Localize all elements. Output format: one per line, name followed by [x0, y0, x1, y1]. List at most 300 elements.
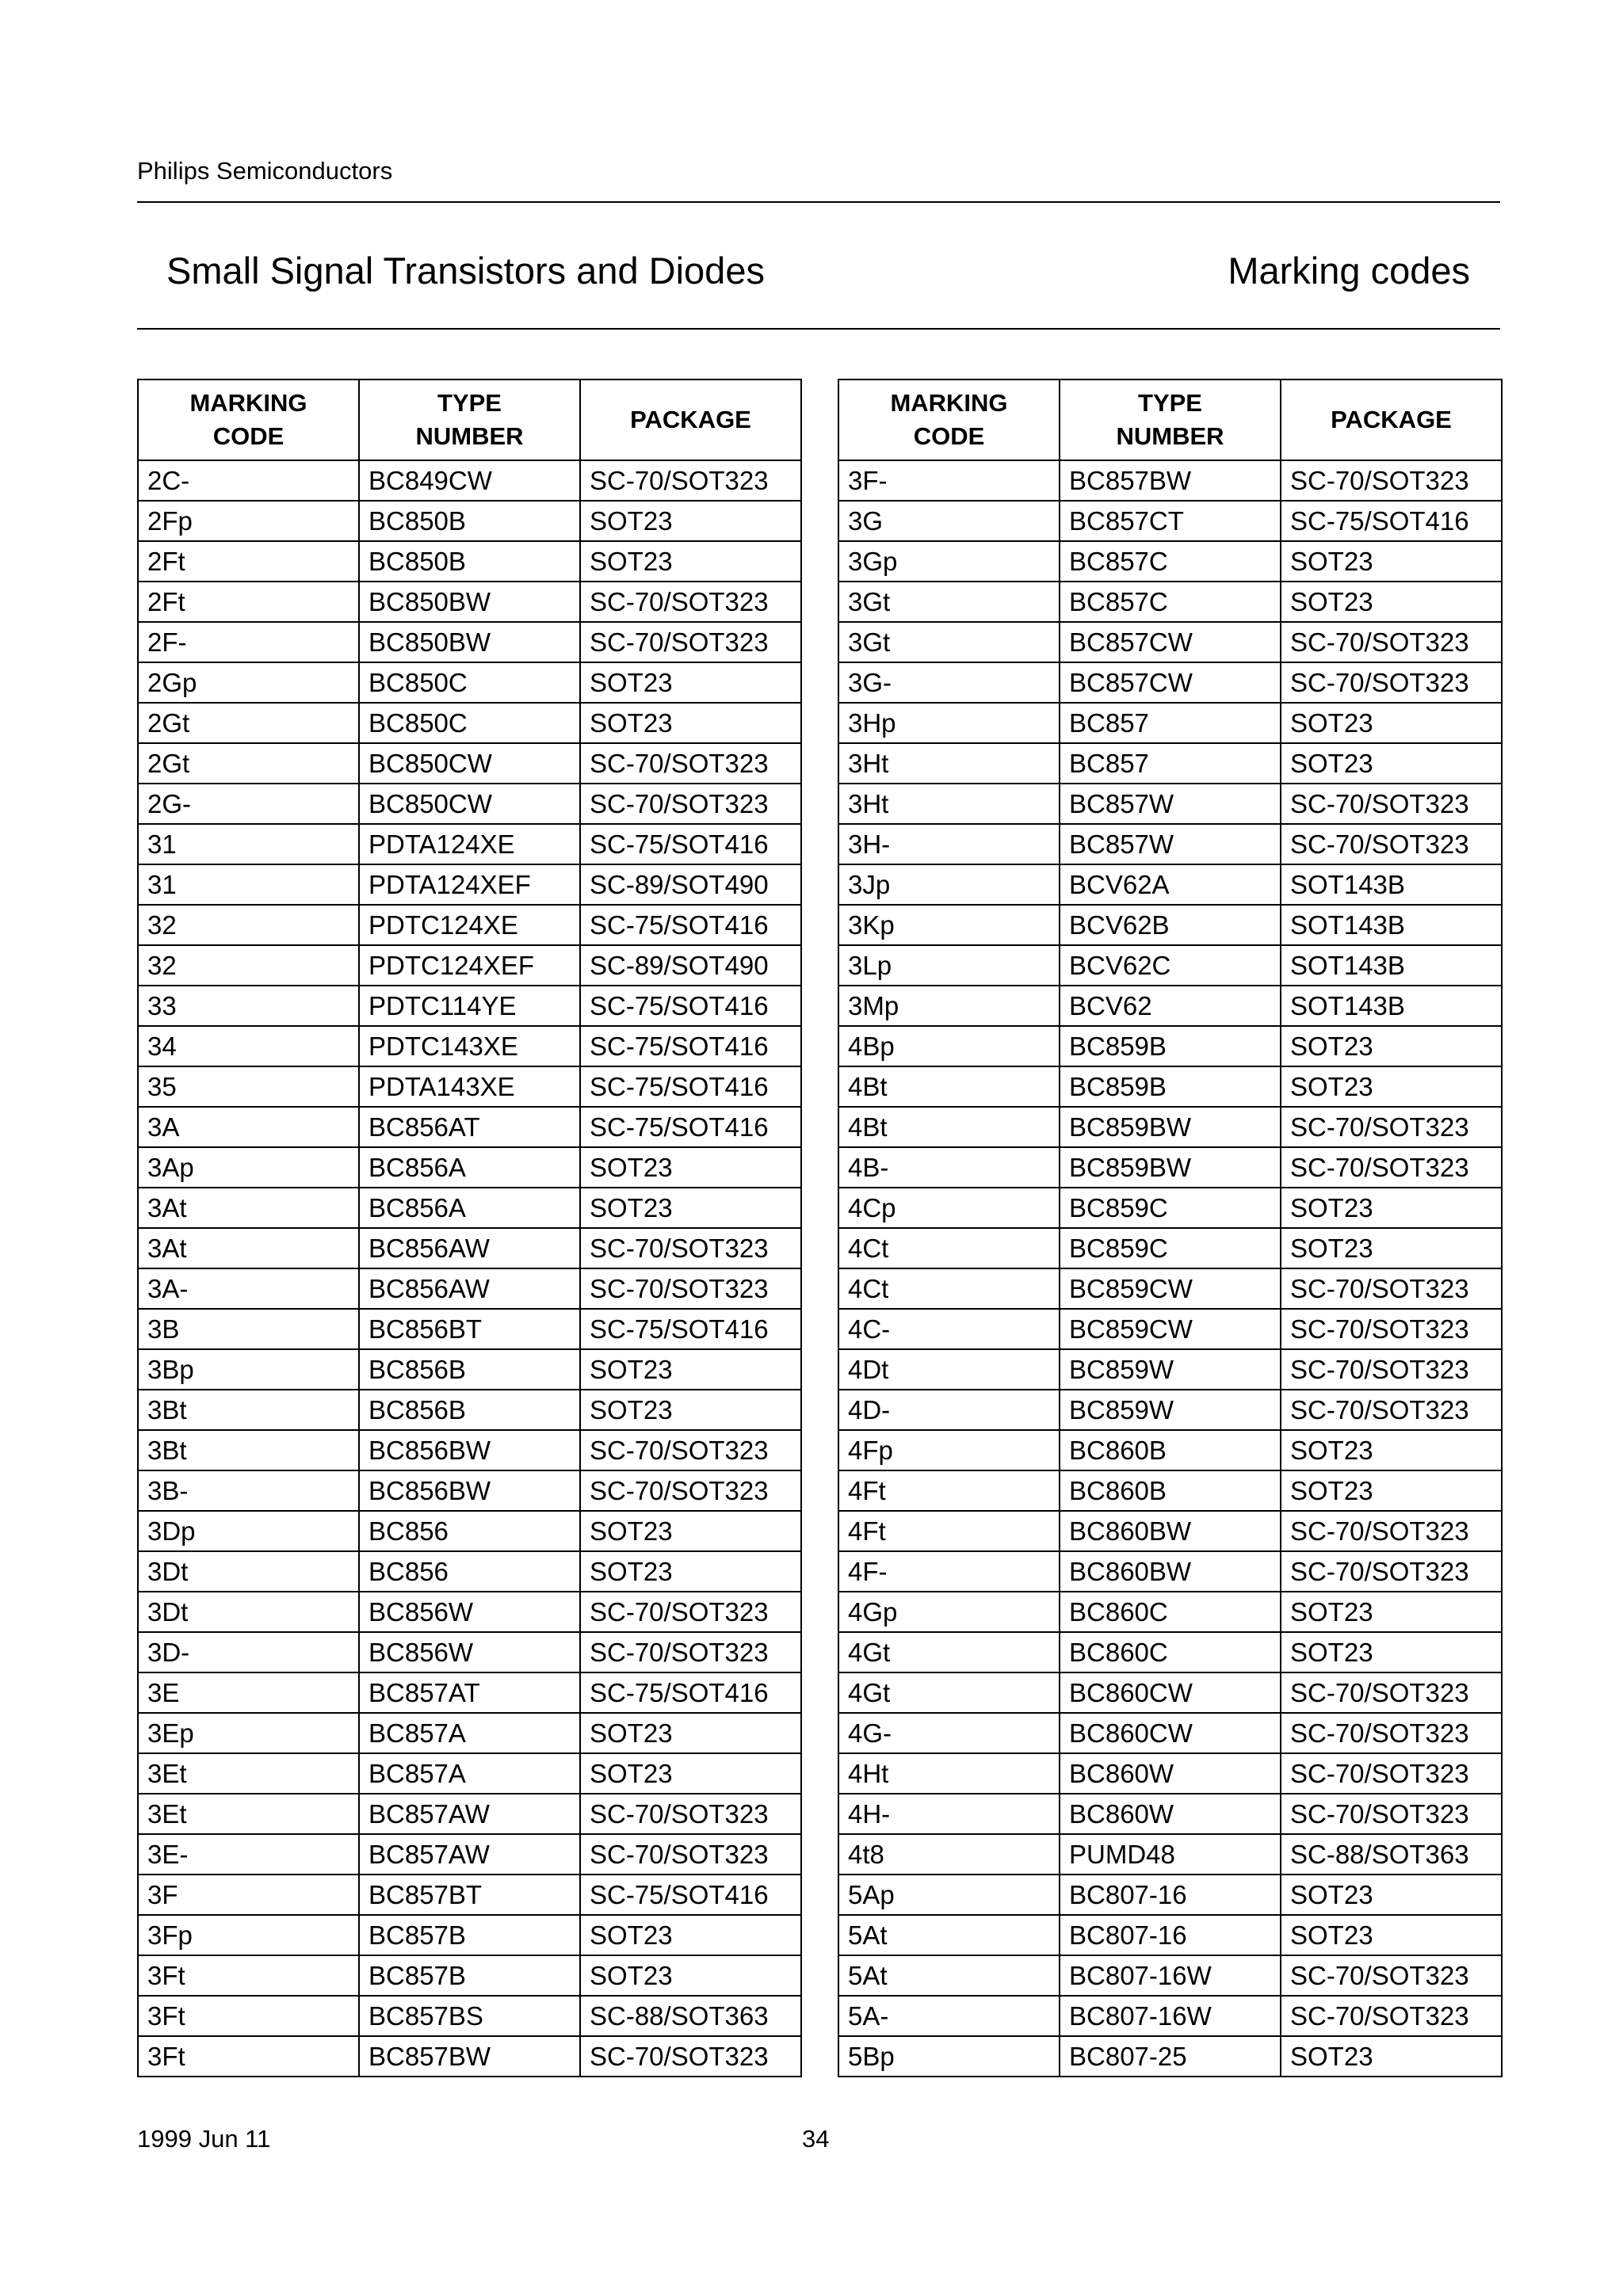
type-number-cell: BC859W: [1060, 1349, 1281, 1390]
marking-code-cell: 3A-: [138, 1268, 359, 1309]
table-row: [838, 824, 1502, 864]
marking-code-cell: 2Gt: [138, 703, 359, 743]
type-number-cell: BC857C: [1060, 541, 1281, 582]
table-row: [838, 1066, 1502, 1107]
type-number-cell: BC807-16W: [1060, 1996, 1281, 2036]
marking-code-cell: 4F-: [838, 1551, 1060, 1592]
table-row: [138, 1753, 801, 1794]
marking-code-cell: 3Ft: [138, 1955, 359, 1996]
marking-code-cell: 2Ft: [138, 541, 359, 582]
package-cell: SC-75/SOT416: [580, 1026, 801, 1066]
table-row: [838, 1753, 1502, 1794]
type-number-cell: BC857CW: [1060, 662, 1281, 703]
table-row: [838, 1228, 1502, 1268]
marking-code-cell: 4t8: [838, 1834, 1060, 1875]
marking-code-cell: 3Bt: [138, 1430, 359, 1470]
section-title: Marking codes: [1228, 250, 1470, 292]
type-number-cell: BC807-16W: [1060, 1955, 1281, 1996]
type-number-cell: BC850BW: [359, 622, 580, 662]
type-number-cell: BC856BT: [359, 1309, 580, 1349]
table-row: [138, 1390, 801, 1430]
package-cell: SC-70/SOT323: [580, 460, 801, 501]
package-cell: SOT23: [1281, 1470, 1502, 1511]
table-row: [138, 1349, 801, 1390]
marking-code-cell: 31: [138, 824, 359, 864]
marking-code-cell: 2G-: [138, 784, 359, 824]
table-row: [138, 622, 801, 662]
company-name: Philips Semiconductors: [137, 157, 393, 185]
package-cell: SC-89/SOT490: [580, 864, 801, 905]
marking-code-cell: 3Gt: [838, 622, 1060, 662]
marking-code-cell: 34: [138, 1026, 359, 1066]
type-number-cell: BC856AW: [359, 1228, 580, 1268]
marking-code-cell: 5Ap: [838, 1875, 1060, 1915]
package-cell: SOT143B: [1281, 945, 1502, 986]
table-row: [838, 905, 1502, 945]
marking-code-cell: 3Dt: [138, 1551, 359, 1592]
type-number-cell: PUMD48: [1060, 1834, 1281, 1875]
table-row: [138, 1551, 801, 1592]
marking-code-cell: 3F: [138, 1875, 359, 1915]
package-cell: SC-70/SOT323: [580, 622, 801, 662]
type-number-cell: BC857BS: [359, 1996, 580, 2036]
table-row: [138, 905, 801, 945]
package-cell: SOT23: [1281, 1632, 1502, 1672]
package-cell: SOT143B: [1281, 986, 1502, 1026]
package-cell: SOT23: [1281, 2036, 1502, 2077]
table-row: [838, 784, 1502, 824]
marking-code-cell: 3E-: [138, 1834, 359, 1875]
marking-code-cell: 4Cp: [838, 1188, 1060, 1228]
marking-code-cell: 3G-: [838, 662, 1060, 703]
type-number-cell: BC856AT: [359, 1107, 580, 1147]
marking-code-cell: 4G-: [838, 1713, 1060, 1753]
marking-code-cell: 4Ct: [838, 1268, 1060, 1309]
type-number-cell: PDTA124XE: [359, 824, 580, 864]
table-row: [838, 1996, 1502, 2036]
type-number-cell: BC857BW: [359, 2036, 580, 2077]
type-number-cell: BC860BW: [1060, 1511, 1281, 1551]
table-row: [838, 1107, 1502, 1147]
table-row: [838, 1955, 1502, 1996]
package-cell: SC-70/SOT323: [580, 1592, 801, 1632]
marking-code-cell: 3B: [138, 1309, 359, 1349]
marking-code-cell: 4H-: [838, 1794, 1060, 1834]
type-number-cell: BC807-16: [1060, 1875, 1281, 1915]
marking-code-cell: 3Bt: [138, 1390, 359, 1430]
marking-code-cell: 4Ht: [838, 1753, 1060, 1794]
table-row: [838, 501, 1502, 541]
package-cell: SC-70/SOT323: [580, 2036, 801, 2077]
marking-code-cell: 4B-: [838, 1147, 1060, 1188]
type-number-cell: BC857: [1060, 743, 1281, 784]
type-number-cell: BC807-16: [1060, 1915, 1281, 1955]
table-row: [138, 1107, 801, 1147]
marking-code-cell: 4C-: [838, 1309, 1060, 1349]
marking-code-cell: 4Ft: [838, 1470, 1060, 1511]
type-number-cell: BC859B: [1060, 1026, 1281, 1066]
table-row: [838, 864, 1502, 905]
marking-code-cell: 3Mp: [838, 986, 1060, 1026]
package-cell: SC-70/SOT323: [580, 1794, 801, 1834]
marking-code-cell: 3Ap: [138, 1147, 359, 1188]
package-cell: SC-70/SOT323: [580, 1470, 801, 1511]
package-cell: SC-70/SOT323: [580, 1632, 801, 1672]
table-row: [138, 1672, 801, 1713]
marking-code-cell: 3At: [138, 1228, 359, 1268]
type-number-cell: PDTC143XE: [359, 1026, 580, 1066]
type-number-cell: BC856A: [359, 1147, 580, 1188]
marking-code-cell: 2F-: [138, 622, 359, 662]
marking-code-cell: 5At: [838, 1915, 1060, 1955]
table-row: [838, 1632, 1502, 1672]
table-row: [838, 1147, 1502, 1188]
marking-code-cell: 2Fp: [138, 501, 359, 541]
marking-codes-table-right: [838, 379, 1503, 2077]
page-number: 34: [802, 2125, 830, 2153]
marking-code-cell: 4Bt: [838, 1066, 1060, 1107]
package-cell: SOT23: [580, 1955, 801, 1996]
table-row: [138, 460, 801, 501]
header-rule-top: [137, 201, 1500, 203]
marking-code-cell: 3Et: [138, 1753, 359, 1794]
table-row: [838, 1551, 1502, 1592]
table-row: [138, 1915, 801, 1955]
package-cell: SC-70/SOT323: [580, 784, 801, 824]
table-row: [838, 1188, 1502, 1228]
table-row: [138, 864, 801, 905]
package-cell: SC-70/SOT323: [1281, 1147, 1502, 1188]
type-number-cell: BC860C: [1060, 1632, 1281, 1672]
marking-code-cell: 2Gp: [138, 662, 359, 703]
table-row: [138, 703, 801, 743]
table-row: [138, 1794, 801, 1834]
package-cell: SC-70/SOT323: [1281, 1955, 1502, 1996]
type-number-cell: BC856BW: [359, 1430, 580, 1470]
marking-code-cell: 3Ft: [138, 2036, 359, 2077]
type-number-cell: BC856W: [359, 1632, 580, 1672]
package-cell: SOT23: [1281, 703, 1502, 743]
type-number-cell: BC860B: [1060, 1470, 1281, 1511]
table-row: [138, 2036, 801, 2077]
type-number-cell: BC859BW: [1060, 1147, 1281, 1188]
type-number-cell: BC857BW: [1060, 460, 1281, 501]
type-number-cell: PDTC114YE: [359, 986, 580, 1026]
table-row: [838, 460, 1502, 501]
type-number-cell: BC857: [1060, 703, 1281, 743]
table-row: [138, 1268, 801, 1309]
marking-code-cell: 33: [138, 986, 359, 1026]
package-cell: SC-70/SOT323: [1281, 1794, 1502, 1834]
package-cell: SOT23: [580, 1713, 801, 1753]
type-number-cell: BC850C: [359, 703, 580, 743]
table-row: [138, 1955, 801, 1996]
package-cell: SC-70/SOT323: [1281, 1551, 1502, 1592]
column-header-package: PACKAGE: [580, 379, 801, 460]
package-cell: SOT23: [1281, 1026, 1502, 1066]
type-number-cell: BC857B: [359, 1955, 580, 1996]
package-cell: SC-70/SOT323: [1281, 784, 1502, 824]
package-cell: SC-70/SOT323: [1281, 1349, 1502, 1390]
table-row: [138, 784, 801, 824]
marking-code-cell: 4Gt: [838, 1632, 1060, 1672]
package-cell: SC-70/SOT323: [1281, 1107, 1502, 1147]
header-rule-bottom: [137, 328, 1500, 330]
type-number-cell: PDTC124XE: [359, 905, 580, 945]
marking-code-cell: 4Ct: [838, 1228, 1060, 1268]
footer-date: 1999 Jun 11: [137, 2125, 271, 2153]
package-cell: SOT23: [580, 1147, 801, 1188]
marking-code-cell: 32: [138, 945, 359, 986]
marking-code-cell: 2Gt: [138, 743, 359, 784]
marking-code-cell: 4Fp: [838, 1430, 1060, 1470]
table-row: [138, 662, 801, 703]
table-row: [138, 824, 801, 864]
package-cell: SOT23: [580, 541, 801, 582]
type-number-cell: BC857W: [1060, 784, 1281, 824]
table-row: [138, 945, 801, 986]
package-cell: SC-70/SOT323: [580, 743, 801, 784]
document-title: Small Signal Transistors and Diodes: [166, 250, 765, 292]
package-cell: SOT23: [580, 662, 801, 703]
table-row: [138, 1511, 801, 1551]
marking-code-cell: 3B-: [138, 1470, 359, 1511]
marking-code-cell: 3Gt: [838, 582, 1060, 622]
type-number-cell: BC859W: [1060, 1390, 1281, 1430]
marking-code-cell: 2C-: [138, 460, 359, 501]
marking-code-cell: 5At: [838, 1955, 1060, 1996]
package-cell: SC-75/SOT416: [580, 1309, 801, 1349]
marking-code-cell: 3Lp: [838, 945, 1060, 986]
package-cell: SC-75/SOT416: [580, 1875, 801, 1915]
table-row: [838, 703, 1502, 743]
type-number-cell: BC860B: [1060, 1430, 1281, 1470]
type-number-cell: BCV62B: [1060, 905, 1281, 945]
package-cell: SC-88/SOT363: [580, 1996, 801, 2036]
package-cell: SC-70/SOT323: [1281, 1996, 1502, 2036]
package-cell: SOT23: [1281, 1430, 1502, 1470]
marking-codes-table-left: [137, 379, 802, 2077]
type-number-cell: PDTA143XE: [359, 1066, 580, 1107]
marking-code-cell: 3Bp: [138, 1349, 359, 1390]
table-header-row: [138, 379, 801, 460]
table-row: [138, 541, 801, 582]
table-row: [838, 1592, 1502, 1632]
type-number-cell: PDTA124XEF: [359, 864, 580, 905]
marking-code-cell: 3Fp: [138, 1915, 359, 1955]
package-cell: SOT143B: [1281, 905, 1502, 945]
package-cell: SC-70/SOT323: [1281, 1713, 1502, 1753]
table-row: [838, 1430, 1502, 1470]
marking-code-cell: 3G: [838, 501, 1060, 541]
table-header-row: [838, 379, 1502, 460]
package-cell: SOT23: [1281, 1915, 1502, 1955]
marking-code-cell: 5Bp: [838, 2036, 1060, 2077]
table-row: [838, 541, 1502, 582]
type-number-cell: BC856BW: [359, 1470, 580, 1511]
package-cell: SOT23: [1281, 1228, 1502, 1268]
table-row: [838, 1268, 1502, 1309]
table-row: [838, 986, 1502, 1026]
package-cell: SOT143B: [1281, 864, 1502, 905]
type-number-cell: BC859BW: [1060, 1107, 1281, 1147]
package-cell: SC-75/SOT416: [580, 986, 801, 1026]
package-cell: SC-75/SOT416: [580, 1672, 801, 1713]
package-cell: SC-75/SOT416: [580, 1107, 801, 1147]
type-number-cell: BC856: [359, 1551, 580, 1592]
package-cell: SC-75/SOT416: [1281, 501, 1502, 541]
package-cell: SC-70/SOT323: [580, 1228, 801, 1268]
type-number-cell: BC850C: [359, 662, 580, 703]
table-row: [138, 1713, 801, 1753]
table-row: [838, 582, 1502, 622]
package-cell: SC-70/SOT323: [580, 582, 801, 622]
package-cell: SOT23: [580, 1753, 801, 1794]
table-row: [138, 1430, 801, 1470]
table-row: [838, 622, 1502, 662]
marking-code-cell: 3Kp: [838, 905, 1060, 945]
type-number-cell: BC856W: [359, 1592, 580, 1632]
table-row: [138, 1470, 801, 1511]
type-number-cell: BC860CW: [1060, 1672, 1281, 1713]
column-header-marking-code: MARKING CODE: [838, 379, 1060, 460]
package-cell: SC-70/SOT323: [1281, 622, 1502, 662]
type-number-cell: BC857AT: [359, 1672, 580, 1713]
marking-code-cell: 3A: [138, 1107, 359, 1147]
marking-code-cell: 4Bp: [838, 1026, 1060, 1066]
package-cell: SC-75/SOT416: [580, 1066, 801, 1107]
type-number-cell: BC857CT: [1060, 501, 1281, 541]
table-row: [138, 1147, 801, 1188]
package-cell: SC-89/SOT490: [580, 945, 801, 986]
marking-code-cell: 3E: [138, 1672, 359, 1713]
type-number-cell: BC850B: [359, 501, 580, 541]
marking-code-cell: 3Et: [138, 1794, 359, 1834]
marking-code-cell: 3Dt: [138, 1592, 359, 1632]
type-number-cell: BCV62: [1060, 986, 1281, 1026]
type-number-cell: BC859CW: [1060, 1309, 1281, 1349]
table-row: [838, 1349, 1502, 1390]
table-row: [838, 1875, 1502, 1915]
table-row: [138, 1026, 801, 1066]
package-cell: SC-70/SOT323: [1281, 824, 1502, 864]
type-number-cell: BC860C: [1060, 1592, 1281, 1632]
table-row: [838, 1026, 1502, 1066]
type-number-cell: BC856B: [359, 1349, 580, 1390]
type-number-cell: BC860CW: [1060, 1713, 1281, 1753]
type-number-cell: BC859B: [1060, 1066, 1281, 1107]
type-number-cell: BC850BW: [359, 582, 580, 622]
package-cell: SOT23: [580, 501, 801, 541]
table-row: [138, 986, 801, 1026]
type-number-cell: BC856: [359, 1511, 580, 1551]
marking-code-cell: 3D-: [138, 1632, 359, 1672]
table-row: [838, 1915, 1502, 1955]
package-cell: SOT23: [580, 1511, 801, 1551]
marking-code-cell: 35: [138, 1066, 359, 1107]
type-number-cell: BCV62C: [1060, 945, 1281, 986]
marking-code-cell: 3At: [138, 1188, 359, 1228]
marking-code-cell: 32: [138, 905, 359, 945]
type-number-cell: BC857BT: [359, 1875, 580, 1915]
package-cell: SC-70/SOT323: [1281, 1672, 1502, 1713]
package-cell: SC-70/SOT323: [580, 1834, 801, 1875]
table-row: [838, 1390, 1502, 1430]
marking-code-cell: 4Gp: [838, 1592, 1060, 1632]
table-row: [138, 501, 801, 541]
package-cell: SOT23: [1281, 1188, 1502, 1228]
table-row: [138, 1066, 801, 1107]
marking-code-cell: 5A-: [838, 1996, 1060, 2036]
table-row: [838, 743, 1502, 784]
marking-code-cell: 3Dp: [138, 1511, 359, 1551]
marking-code-cell: 3Gp: [838, 541, 1060, 582]
table-row: [138, 1632, 801, 1672]
table-row: [138, 1309, 801, 1349]
type-number-cell: BC859C: [1060, 1188, 1281, 1228]
type-number-cell: BC857C: [1060, 582, 1281, 622]
type-number-cell: BC849CW: [359, 460, 580, 501]
type-number-cell: BC860BW: [1060, 1551, 1281, 1592]
type-number-cell: PDTC124XEF: [359, 945, 580, 986]
type-number-cell: BC859CW: [1060, 1268, 1281, 1309]
type-number-cell: BC857AW: [359, 1834, 580, 1875]
marking-code-cell: 3Ht: [838, 743, 1060, 784]
type-number-cell: BC807-25: [1060, 2036, 1281, 2077]
table-row: [138, 743, 801, 784]
table-row: [838, 1794, 1502, 1834]
type-number-cell: BC850B: [359, 541, 580, 582]
type-number-cell: BC860W: [1060, 1794, 1281, 1834]
marking-code-cell: 3Hp: [838, 703, 1060, 743]
package-cell: SOT23: [1281, 1875, 1502, 1915]
package-cell: SOT23: [580, 1915, 801, 1955]
table-row: [138, 1228, 801, 1268]
table-row: [838, 1672, 1502, 1713]
package-cell: SOT23: [1281, 743, 1502, 784]
package-cell: SOT23: [580, 1390, 801, 1430]
marking-code-cell: 4D-: [838, 1390, 1060, 1430]
type-number-cell: BC850CW: [359, 743, 580, 784]
package-cell: SOT23: [1281, 541, 1502, 582]
package-cell: SC-70/SOT323: [1281, 1511, 1502, 1551]
table-row: [138, 1188, 801, 1228]
table-row: [838, 1713, 1502, 1753]
marking-code-cell: 4Dt: [838, 1349, 1060, 1390]
column-header-type-number: TYPE NUMBER: [359, 379, 580, 460]
type-number-cell: BC857W: [1060, 824, 1281, 864]
column-header-marking-code: MARKING CODE: [138, 379, 359, 460]
package-cell: SOT23: [580, 1551, 801, 1592]
table-row: [838, 1309, 1502, 1349]
package-cell: SC-70/SOT323: [580, 1268, 801, 1309]
table-row: [838, 1511, 1502, 1551]
package-cell: SC-70/SOT323: [1281, 662, 1502, 703]
package-cell: SC-70/SOT323: [1281, 1390, 1502, 1430]
type-number-cell: BC859C: [1060, 1228, 1281, 1268]
table-row: [138, 1834, 801, 1875]
table-row: [138, 1875, 801, 1915]
marking-code-cell: 2Ft: [138, 582, 359, 622]
table-row: [138, 1592, 801, 1632]
type-number-cell: BC850CW: [359, 784, 580, 824]
type-number-cell: BC856A: [359, 1188, 580, 1228]
package-cell: SOT23: [1281, 1592, 1502, 1632]
table-row: [838, 662, 1502, 703]
package-cell: SOT23: [1281, 582, 1502, 622]
type-number-cell: BC857A: [359, 1753, 580, 1794]
table-row: [838, 1470, 1502, 1511]
